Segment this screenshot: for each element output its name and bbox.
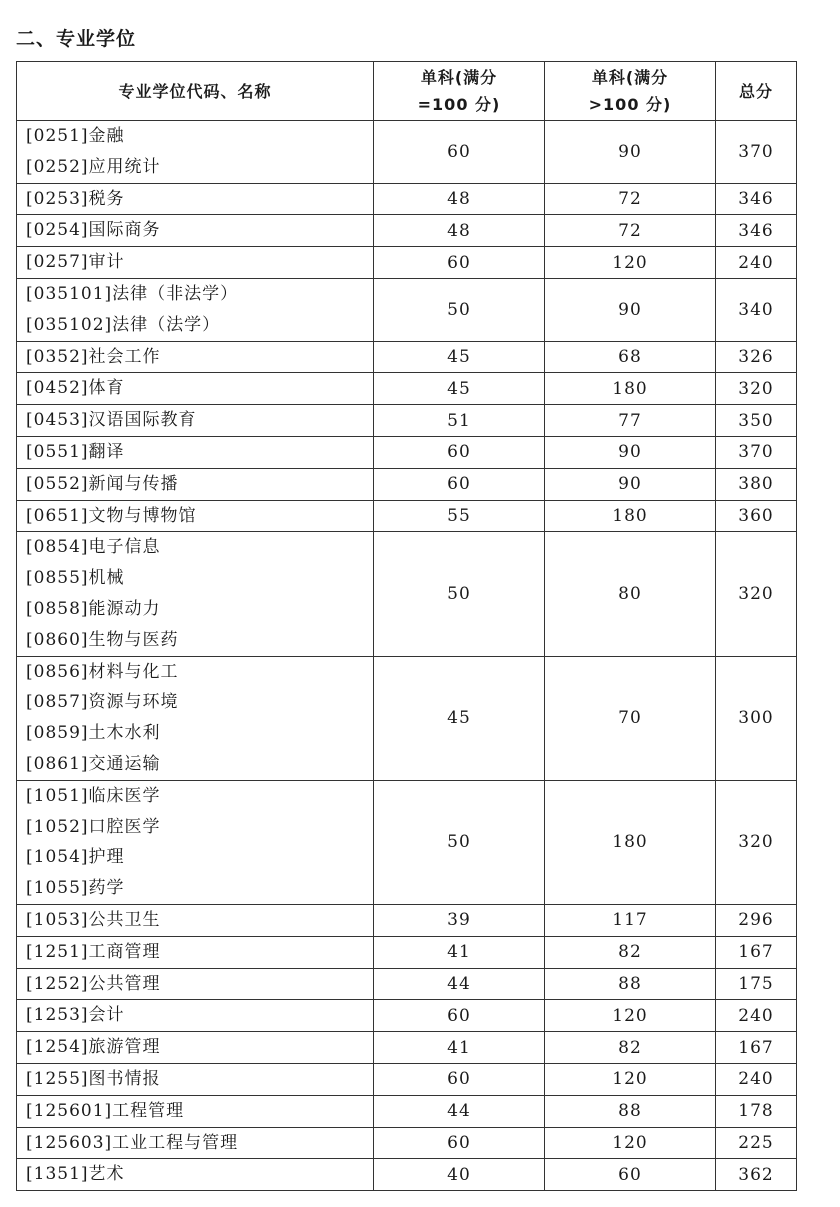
program-names-cell	[17, 1063, 374, 1095]
program-names-cell	[17, 780, 374, 904]
total-score-cell: 380	[716, 468, 797, 500]
table-row	[17, 532, 797, 656]
total-score-cell: 240	[716, 1063, 797, 1095]
program-names-cell	[17, 341, 374, 373]
score-100-cell: 51	[374, 405, 545, 437]
score-100-cell: 60	[374, 1063, 545, 1095]
total-score-cell: 240	[716, 247, 797, 279]
score-100-cell: 60	[374, 468, 545, 500]
program-name: [1253]会计	[26, 1005, 125, 1026]
table-row	[17, 500, 797, 532]
table-row	[17, 1063, 797, 1095]
program-name: [0251]金融	[26, 126, 125, 146]
program-name: [0859]土木水利	[26, 723, 161, 744]
table-row	[17, 968, 797, 1000]
score-100-cell: 44	[374, 1095, 545, 1127]
program-names-cell	[17, 936, 374, 968]
program-names-cell	[17, 968, 374, 1000]
score-100-cell: 60	[374, 121, 545, 184]
header-total	[716, 62, 797, 121]
score-over-100-cell: 80	[545, 532, 716, 656]
program-names-cell	[17, 247, 374, 279]
program-name: [0856]材料与化工	[26, 661, 179, 682]
table-body	[17, 121, 797, 1191]
total-score-cell: 346	[716, 183, 797, 215]
program-name: [0858]能源动力	[26, 598, 161, 619]
program-names-cell	[17, 532, 374, 656]
score-100-cell: 48	[374, 183, 545, 215]
total-score-cell: 346	[716, 215, 797, 247]
table-row	[17, 1127, 797, 1159]
table-row	[17, 936, 797, 968]
header-line: 总分	[738, 81, 773, 101]
score-100-cell: 40	[374, 1159, 545, 1191]
program-name: [035102]法律（法学）	[26, 314, 221, 335]
score-100-cell: 39	[374, 904, 545, 936]
total-score-cell: 370	[716, 121, 797, 184]
program-names-cell	[17, 1127, 374, 1159]
total-score-cell: 350	[716, 405, 797, 437]
score-over-100-cell: 120	[545, 1063, 716, 1095]
score-100-cell: 50	[374, 278, 545, 341]
score-over-100-cell: 72	[545, 215, 716, 247]
score-over-100-cell: 82	[545, 936, 716, 968]
total-score-cell: 320	[716, 373, 797, 405]
score-over-100-cell: 90	[545, 468, 716, 500]
score-over-100-cell: 120	[545, 1127, 716, 1159]
table-row	[17, 1032, 797, 1064]
total-score-cell: 340	[716, 278, 797, 341]
total-score-cell: 320	[716, 780, 797, 904]
program-name: [1051]临床医学	[26, 785, 161, 806]
program-names-cell	[17, 405, 374, 437]
program-name: [0352]社会工作	[26, 346, 161, 367]
program-name: [1052]口腔医学	[26, 816, 161, 837]
program-name: [0252]应用统计	[26, 156, 161, 177]
program-names-cell	[17, 1095, 374, 1127]
table-row	[17, 904, 797, 936]
score-100-cell: 41	[374, 936, 545, 968]
program-names-cell	[17, 500, 374, 532]
total-score-cell: 167	[716, 936, 797, 968]
program-names-cell	[17, 468, 374, 500]
total-score-cell: 240	[716, 1000, 797, 1032]
header-code-name	[17, 62, 374, 121]
total-score-cell: 370	[716, 436, 797, 468]
score-over-100-cell: 120	[545, 247, 716, 279]
score-100-cell: 44	[374, 968, 545, 1000]
table-row	[17, 341, 797, 373]
program-name: [125601]工程管理	[26, 1100, 185, 1121]
program-name: [0860]生物与医药	[26, 629, 179, 650]
score-100-cell: 41	[374, 1032, 545, 1064]
table-row	[17, 373, 797, 405]
score-100-cell: 50	[374, 780, 545, 904]
total-score-cell: 296	[716, 904, 797, 936]
total-score-cell: 320	[716, 532, 797, 656]
program-names-cell	[17, 1159, 374, 1191]
score-table	[16, 61, 797, 1191]
program-name: [1252]公共管理	[26, 973, 161, 994]
table-row	[17, 656, 797, 780]
score-100-cell: 48	[374, 215, 545, 247]
total-score-cell: 300	[716, 656, 797, 780]
score-over-100-cell: 180	[545, 500, 716, 532]
score-over-100-cell: 117	[545, 904, 716, 936]
score-over-100-cell: 88	[545, 1095, 716, 1127]
program-name: [0253]税务	[26, 188, 125, 209]
program-name: [0651]文物与博物馆	[26, 505, 197, 526]
header-row	[17, 62, 797, 121]
table-row	[17, 436, 797, 468]
table-row	[17, 247, 797, 279]
program-name: [1351]艺术	[26, 1164, 125, 1185]
program-name: [0551]翻译	[26, 441, 125, 462]
score-100-cell: 60	[374, 1000, 545, 1032]
header-line: 单科(满分	[420, 68, 498, 87]
program-names-cell	[17, 183, 374, 215]
score-over-100-cell: 90	[545, 278, 716, 341]
total-score-cell: 175	[716, 968, 797, 1000]
program-name: [0855]机械	[26, 568, 125, 589]
program-names-cell	[17, 1032, 374, 1064]
score-100-cell: 60	[374, 1127, 545, 1159]
total-score-cell: 167	[716, 1032, 797, 1064]
program-name: [0861]交通运输	[26, 753, 161, 774]
header-line: 单科(满分	[591, 68, 669, 87]
section-heading: 二、专业学位	[16, 28, 137, 50]
total-score-cell: 326	[716, 341, 797, 373]
table-row	[17, 121, 797, 184]
program-name: [1251]工商管理	[26, 941, 161, 962]
score-over-100-cell: 88	[545, 968, 716, 1000]
score-over-100-cell: 72	[545, 183, 716, 215]
header-line: =100 分)	[417, 95, 501, 114]
score-over-100-cell: 77	[545, 405, 716, 437]
score-over-100-cell: 120	[545, 1000, 716, 1032]
total-score-cell: 360	[716, 500, 797, 532]
table-row	[17, 215, 797, 247]
program-name: [035101]法律（非法学）	[26, 283, 239, 304]
score-over-100-cell: 90	[545, 121, 716, 184]
program-name: [1053]公共卫生	[26, 909, 161, 930]
table-row	[17, 183, 797, 215]
table-row	[17, 1159, 797, 1191]
table-row	[17, 1000, 797, 1032]
program-names-cell	[17, 373, 374, 405]
program-name: [0254]国际商务	[26, 220, 161, 241]
program-name: [1055]药学	[26, 878, 125, 899]
score-100-cell: 60	[374, 436, 545, 468]
score-over-100-cell: 60	[545, 1159, 716, 1191]
program-name: [1255]图书情报	[26, 1068, 161, 1089]
program-name: [1054]护理	[26, 847, 125, 868]
score-100-cell: 60	[374, 247, 545, 279]
table-row	[17, 468, 797, 500]
program-names-cell	[17, 278, 374, 341]
table-row	[17, 780, 797, 904]
program-name: [0257]审计	[26, 252, 125, 273]
header-line: >100 分)	[588, 95, 672, 114]
score-over-100-cell: 70	[545, 656, 716, 780]
total-score-cell: 225	[716, 1127, 797, 1159]
score-over-100-cell: 68	[545, 341, 716, 373]
score-100-cell: 55	[374, 500, 545, 532]
program-name: [125603]工业工程与管理	[26, 1132, 239, 1153]
score-over-100-cell: 180	[545, 780, 716, 904]
table-row	[17, 405, 797, 437]
score-100-cell: 45	[374, 373, 545, 405]
table-header	[17, 62, 797, 121]
program-name: [0452]体育	[26, 378, 125, 399]
total-score-cell: 178	[716, 1095, 797, 1127]
total-score-cell: 362	[716, 1159, 797, 1191]
program-names-cell	[17, 1000, 374, 1032]
table-row	[17, 1095, 797, 1127]
header-score-over-100	[545, 62, 716, 121]
score-100-cell: 45	[374, 656, 545, 780]
program-names-cell	[17, 904, 374, 936]
program-names-cell	[17, 121, 374, 184]
score-100-cell: 45	[374, 341, 545, 373]
table-row	[17, 278, 797, 341]
header-score-100	[374, 62, 545, 121]
score-100-cell: 50	[374, 532, 545, 656]
score-over-100-cell: 82	[545, 1032, 716, 1064]
score-over-100-cell: 180	[545, 373, 716, 405]
program-name: [0857]资源与环境	[26, 692, 179, 713]
program-name: [0854]电子信息	[26, 537, 161, 558]
program-names-cell	[17, 215, 374, 247]
header-line: 专业学位代码、名称	[118, 81, 272, 101]
program-names-cell	[17, 436, 374, 468]
score-over-100-cell: 90	[545, 436, 716, 468]
program-names-cell	[17, 656, 374, 780]
program-name: [0453]汉语国际教育	[26, 410, 197, 431]
program-name: [1254]旅游管理	[26, 1037, 161, 1058]
program-name: [0552]新闻与传播	[26, 473, 179, 494]
